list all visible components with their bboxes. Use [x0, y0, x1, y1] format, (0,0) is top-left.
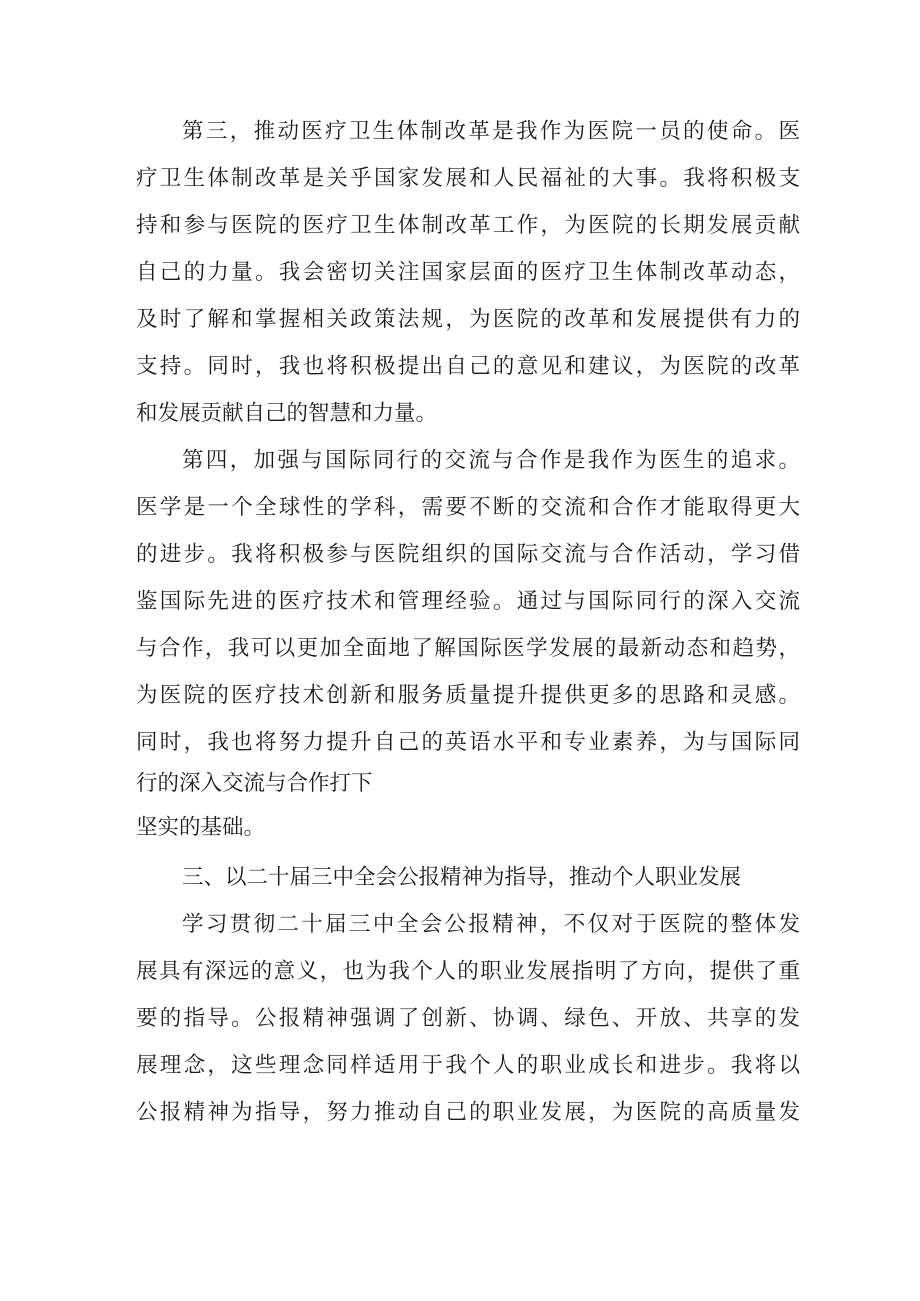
paragraph-line: 坚实的基础。 — [136, 815, 266, 840]
paragraph-line: 持和参与医院的医疗卫生体制改革工作，为医院的长期发展贡献 — [136, 213, 800, 238]
paragraph-line: 展理念，这些理念同样适用于我个人的职业成长和进步。我将以 — [136, 1053, 800, 1078]
paragraph-line: 疗卫生体制改革是关乎国家发展和人民福祉的大事。我将积极支 — [136, 166, 800, 191]
paragraph-line: 医学是一个全球性的学科，需要不断的交流和合作才能取得更大 — [136, 495, 800, 520]
paragraph-line: 及时了解和掌握相关政策法规，为医院的改革和发展提供有力的 — [136, 307, 800, 332]
paragraph-line: 自己的力量。我会密切关注国家层面的医疗卫生体制改革动态， — [136, 260, 800, 285]
paragraph-line: 第三，推动医疗卫生体制改革是我作为医院一员的使命。医 — [182, 119, 800, 144]
paragraph-line: 行的深入交流与合作打下 — [136, 771, 373, 796]
document-body — [136, 108, 800, 1136]
paragraph-line: 同时，我也将努力提升自己的英语水平和专业素养，为与国际同 — [136, 730, 800, 755]
paragraph-line: 的进步。我将积极参与医院组织的国际交流与合作活动，学习借 — [136, 542, 800, 567]
paragraph-line: 为医院的医疗技术创新和服务质量提升提供更多的思路和灵感。 — [136, 683, 800, 708]
paragraph-line: 第四，加强与国际同行的交流与合作是我作为医生的追求。 — [182, 448, 800, 473]
section-heading: 三、以二十届三中全会公报精神为指导，推动个人职业发展 — [182, 865, 742, 890]
paragraph-line: 公报精神为指导，努力推动自己的职业发展，为医院的高质量发 — [136, 1100, 800, 1125]
paragraph-line: 要的指导。公报精神强调了创新、协调、绿色、开放、共享的发 — [136, 1006, 800, 1031]
paragraph-line: 与合作，我可以更加全面地了解国际医学发展的最新动态和趋势， — [136, 636, 800, 661]
paragraph-line: 展具有深远的意义，也为我个人的职业发展指明了方向，提供了重 — [136, 959, 800, 984]
paragraph-line: 和发展贡献自己的智慧和力量。 — [136, 401, 438, 426]
paragraph-line: 学习贯彻二十届三中全会公报精神，不仅对于医院的整体发 — [182, 912, 800, 937]
paragraph-line: 支持。同时，我也将积极提出自己的意见和建议，为医院的改革 — [136, 354, 800, 379]
paragraph-line: 鉴国际先进的医疗技术和管理经验。通过与国际同行的深入交流 — [136, 589, 800, 614]
